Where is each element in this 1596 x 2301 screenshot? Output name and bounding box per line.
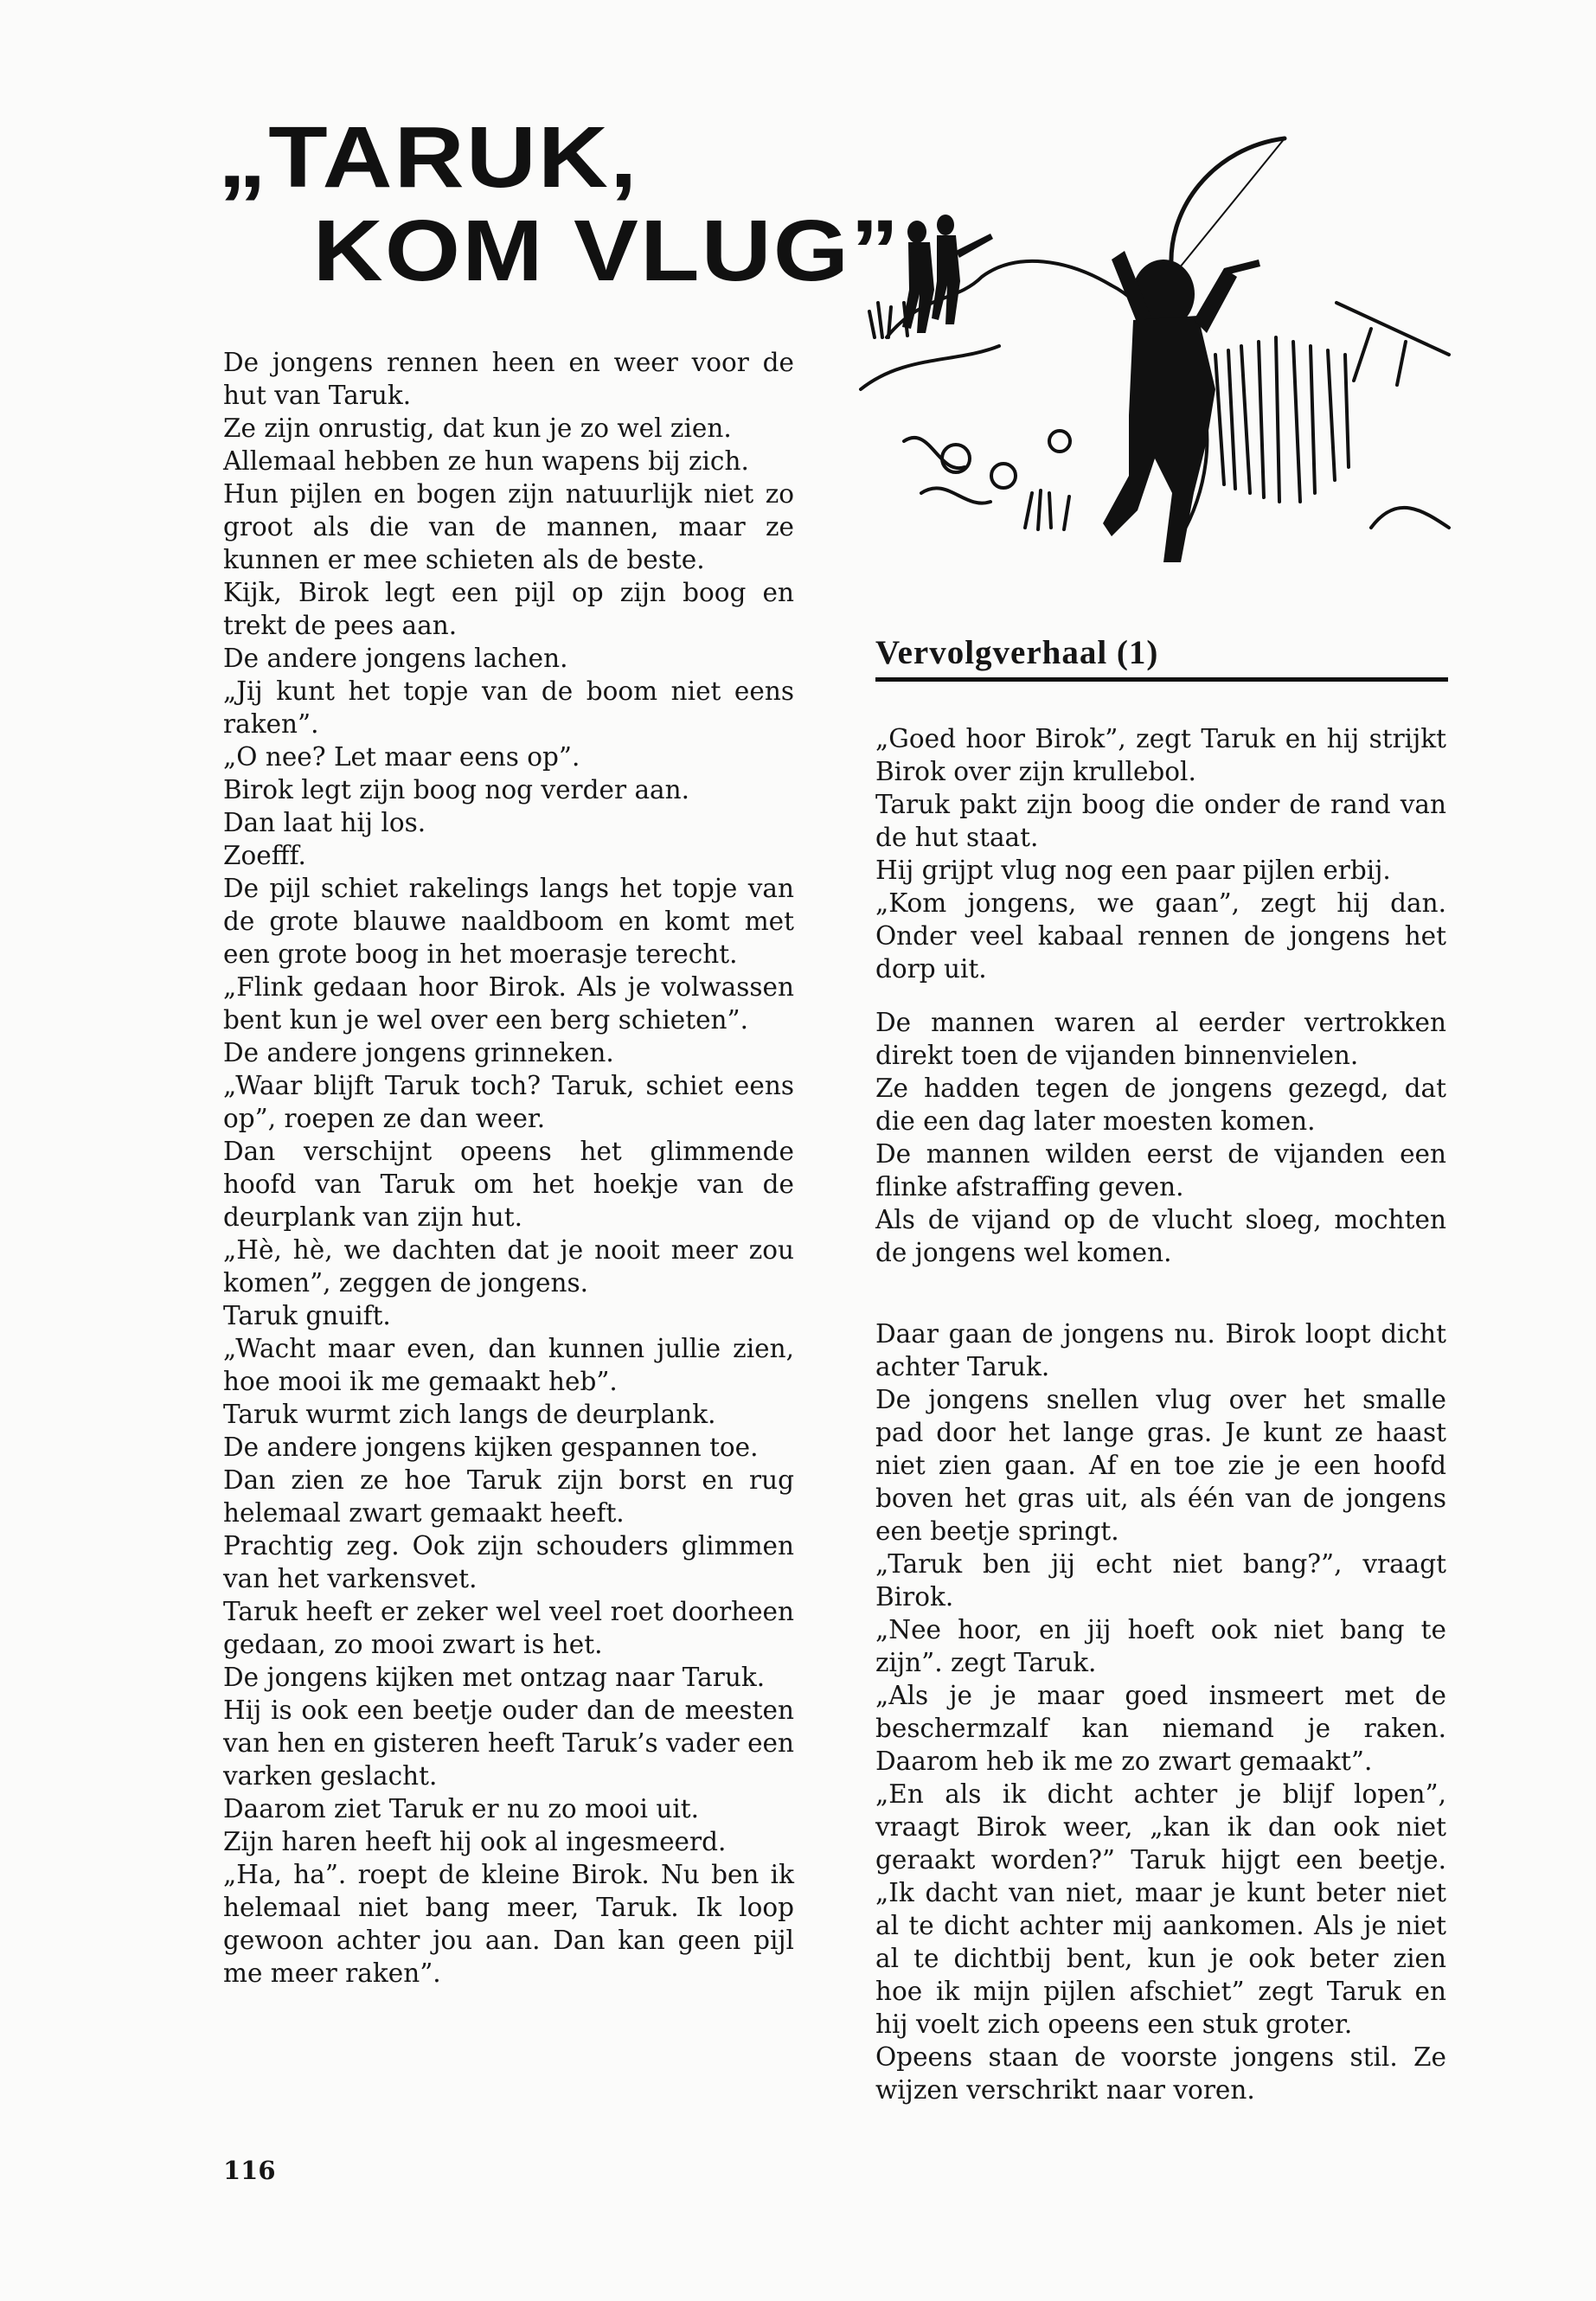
paragraph: „En als ik dicht achter je blijf lopen”, vraagt Birok weer, „kan ik dan ook niet geraakt worden?” Taruk hijgt een beetje. „Ik dacht van niet, maar je kunt beter niet al te dicht achter mij aankomen. Als je niet al te dichtbij bent, kun je ook beter zien hoe ik mijn pijlen afschiet” zegt Taruk en hij voelt zich opeens een stuk groter. [875, 1779, 1446, 2039]
paragraph: Taruk gnuift. [223, 1301, 391, 1330]
paragraph: Hij is ook een beetje ouder dan de meesten van hen en gisteren heeft Taruk’s vader een varken geslacht. [223, 1695, 794, 1791]
paragraph: De pijl schiet rakelings langs het topje van de grote blauwe naaldboom en komt met een grote boog in het moerasje terecht. [223, 874, 794, 969]
paragraph: Zoefff. [223, 841, 306, 870]
paragraph: De andere jongens kijken gespannen toe. [223, 1433, 759, 1462]
paragraph: Daar gaan de jongens nu. Birok loopt dicht achter Taruk. [875, 1319, 1446, 1381]
paragraph: Daarom ziet Taruk er nu zo mooi uit. [223, 1794, 699, 1823]
page-number: 116 [223, 2156, 276, 2185]
paragraph: „Wacht maar even, dan kunnen jullie zien, hoe mooi ik me gemaakt heb”. [223, 1334, 794, 1396]
title-line-1: „TARUK, [218, 109, 639, 206]
paragraph: Als de vijand op de vlucht sloeg, mochten de jongens wel komen. [875, 1205, 1446, 1267]
paragraph: De jongens kijken met ontzag naar Taruk. [223, 1663, 766, 1692]
paragraph: De jongens rennen heen en weer voor de hut van Taruk. [223, 348, 794, 410]
jungle-warriors-illustration [852, 130, 1458, 606]
paragraph: Birok legt zijn boog nog verder aan. [223, 775, 690, 804]
paragraph: „Taruk ben jij echt niet bang?”, vraagt Birok. [875, 1549, 1446, 1612]
paragraph: „Hè, hè, we dachten dat je nooit meer zou komen”, zeggen de jongens. [223, 1235, 794, 1298]
paragraph: „Waar blijft Taruk toch? Taruk, schiet eens op”, roepen ze dan weer. [223, 1071, 794, 1133]
paragraph: Allemaal hebben ze hun wapens bij zich. [223, 446, 749, 476]
paragraph: „Als je je maar goed insmeert met de beschermzalf kan niemand je raken. Daarom heb ik me zo zwart gemaakt”. [875, 1681, 1446, 1776]
paragraph: Dan zien ze hoe Taruk zijn borst en rug helemaal zwart gemaakt heeft. [223, 1465, 794, 1528]
paragraph: Taruk pakt zijn boog die onder de rand van de hut staat. [875, 790, 1446, 852]
paragraph: Taruk wurmt zich langs de deurplank. [223, 1400, 716, 1429]
paragraph: Taruk heeft er zeker wel veel roet doorheen gedaan, zo mooi zwart is het. [223, 1597, 794, 1659]
paragraph: Hij grijpt vlug nog een paar pijlen erbij. [875, 856, 1391, 885]
paragraph: Prachtig zeg. Ook zijn schouders glimmen van het varkensvet. [223, 1531, 794, 1593]
paragraph: Kijk, Birok legt een pijl op zijn boog en trekt de pees aan. [223, 578, 794, 640]
right-column [875, 722, 1446, 2106]
paragraph: De jongens snellen vlug over het smalle pad door het lange gras. Je kunt ze haast niet zien gaan. Af en toe zie je een hoofd boven het gras uit, als één van de jongens een beetje springt. [875, 1385, 1446, 1546]
title-line-2: KOM VLUG” [312, 202, 901, 299]
paragraph: „Kom jongens, we gaan”, zegt hij dan. Onder veel kabaal rennen de jongens het dorp uit. [875, 888, 1446, 984]
paragraph: „Ha, ha”. roept de kleine Birok. Nu ben ik helemaal niet bang meer, Taruk. Ik loop gewoon achter jou aan. Dan kan geen pijl me meer raken”. [223, 1860, 794, 1988]
paragraph: „Flink gedaan hoor Birok. Als je volwassen bent kun je wel over een berg schieten”. [223, 972, 794, 1035]
paragraph: „O nee? Let maar eens op”. [223, 742, 580, 772]
left-column [223, 346, 794, 1990]
paragraph: De mannen waren al eerder vertrokken direkt toen de vijanden binnenvielen. [875, 1008, 1446, 1070]
paragraph: Dan laat hij los. [223, 808, 426, 837]
paragraph: Ze zijn onrustig, dat kun je zo wel zien. [223, 413, 732, 443]
paragraph: „Goed hoor Birok”, zegt Taruk en hij strijkt Birok over zijn krullebol. [875, 724, 1446, 786]
paragraph: Dan verschijnt opeens het glimmende hoofd van Taruk om het hoekje van de deurplank van zijn hut. [223, 1137, 794, 1232]
paragraph: De andere jongens lachen. [223, 644, 568, 673]
paragraph: Opeens staan de voorste jongens stil. Ze wijzen verschrikt naar voren. [875, 2042, 1446, 2105]
story-title [218, 111, 901, 298]
paragraph: Ze hadden tegen de jongens gezegd, dat die een dag later moesten komen. [875, 1074, 1446, 1136]
paragraph: Hun pijlen en bogen zijn natuurlijk niet zo groot als die van de mannen, maar ze kunnen er mee schieten als de beste. [223, 479, 794, 574]
paragraph: Zijn haren heeft hij ook al ingesmeerd. [223, 1827, 727, 1856]
paragraph: De andere jongens grinneken. [223, 1038, 614, 1067]
paragraph: De mannen wilden eerst de vijanden een flinke afstraffing geven. [875, 1139, 1446, 1202]
paragraph: „Jij kunt het topje van de boom niet eens raken”. [223, 676, 794, 739]
series-heading [875, 633, 1448, 682]
paragraph: „Nee hoor, en jij hoeft ook niet bang te zijn”. zegt Taruk. [875, 1615, 1446, 1677]
series-label: Vervolgverhaal (1) [875, 634, 1159, 671]
